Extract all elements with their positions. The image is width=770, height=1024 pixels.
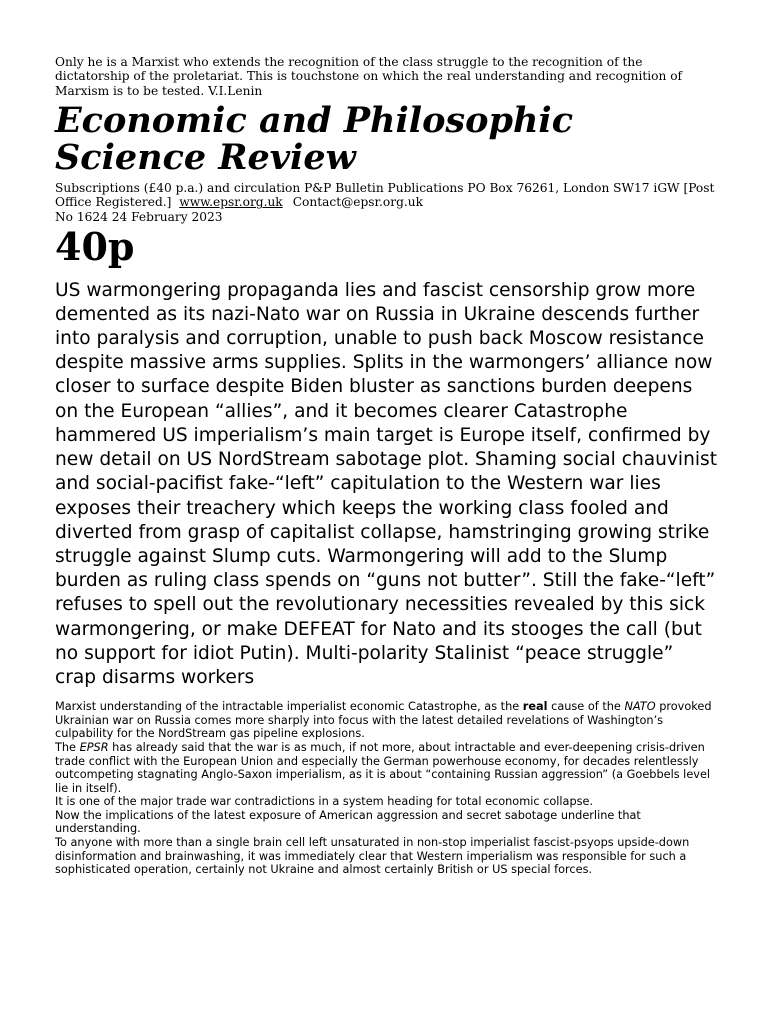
article-body <box>55 700 717 877</box>
subscription-text: Subscriptions (£40 p.a.) and circulation P&P Bulletin Publications PO Box 76261, London SW17 iGW [Post Office Registered.] <box>55 180 715 210</box>
cover-price: 40p <box>55 223 135 269</box>
article-paragraph: Marxist understanding of the intractable imperialist economic Catastrophe, as the real cause of the NATO provoked Ukrainian war on Russia comes more sharply into focus with the latest detailed revelations of Washington’s culpability for the NordStream gas pipeline explosions. <box>55 700 712 741</box>
article-paragraph: Now the implications of the latest exposure of American aggression and secret sabotage underline that understanding. <box>55 808 641 836</box>
contact-email[interactable]: Contact@epsr.org.uk <box>292 195 423 210</box>
masthead-title: Economic and Philosophic Science Review <box>55 99 574 178</box>
article-paragraph: The EPSR has already said that the war is as much, if not more, about intractable and ever-deepening crisis-driven trade conflict with the European Union and especially the German powerhouse economy, for decades relentlessly outcompeting stagnating Anglo-Saxon imperialism, as it is about “containing Russian aggression” (a Goebbels level lie in itself). <box>55 740 711 795</box>
article-paragraph: It is one of the major trade war contradictions in a system heading for total economic collapse. <box>55 795 594 809</box>
website-link[interactable]: www.epsr.org.uk <box>179 195 283 210</box>
document-page <box>55 55 717 877</box>
lenin-quote: Only he is a Marxist who extends the recognition of the class struggle to the recognition of the dictatorship of the proletariat. This is touchstone on which the real understanding and recognition of Marxism is to be tested. V.I.Lenin <box>55 55 683 98</box>
subscription-info <box>55 181 717 210</box>
lead-headline: US warmongering propaganda lies and fascist censorship grow more demented as its nazi-Nato war on Russia in Ukraine descends further into paralysis and corruption, unable to push back Moscow resistance despite massive arms supplies. Splits in the warmongers’ alliance now closer to surface despite Biden bluster as sanctions burden deepens on the European “allies”, and it becomes clearer Catastrophe hammered US imperialism’s main target is Europe itself, confirmed by new detail on US NordStream sabotage plot. Shaming social chauvinist and social-pacifist fake-“left” capitulation to the Western war lies exposes their treachery which keeps the working class fooled and diverted from grasp of capitalist collapse, hamstringing growing strike struggle against Slump cuts. Warmongering will add to the Slump burden as ruling class spends on “guns not butter”. Still the fake-“left” refuses to spell out the revolutionary necessities revealed by this sick warmongering, or make DEFEAT for Nato and its stooges the call (but no support for idiot Putin). Multi-polarity Stalinist “peace struggle” crap disarms workers <box>55 279 718 688</box>
article-paragraph: To anyone with more than a single brain cell left unsaturated in non-stop imperialist fascist-psyops upside-down disinformation and brainwashing, it was immediately clear that Western imperialism was responsible for such a sophisticated operation, certainly not Ukraine and almost certainly British or US special forces. <box>55 836 690 877</box>
issue-number-date: No 1624 24 February 2023 <box>55 210 223 225</box>
